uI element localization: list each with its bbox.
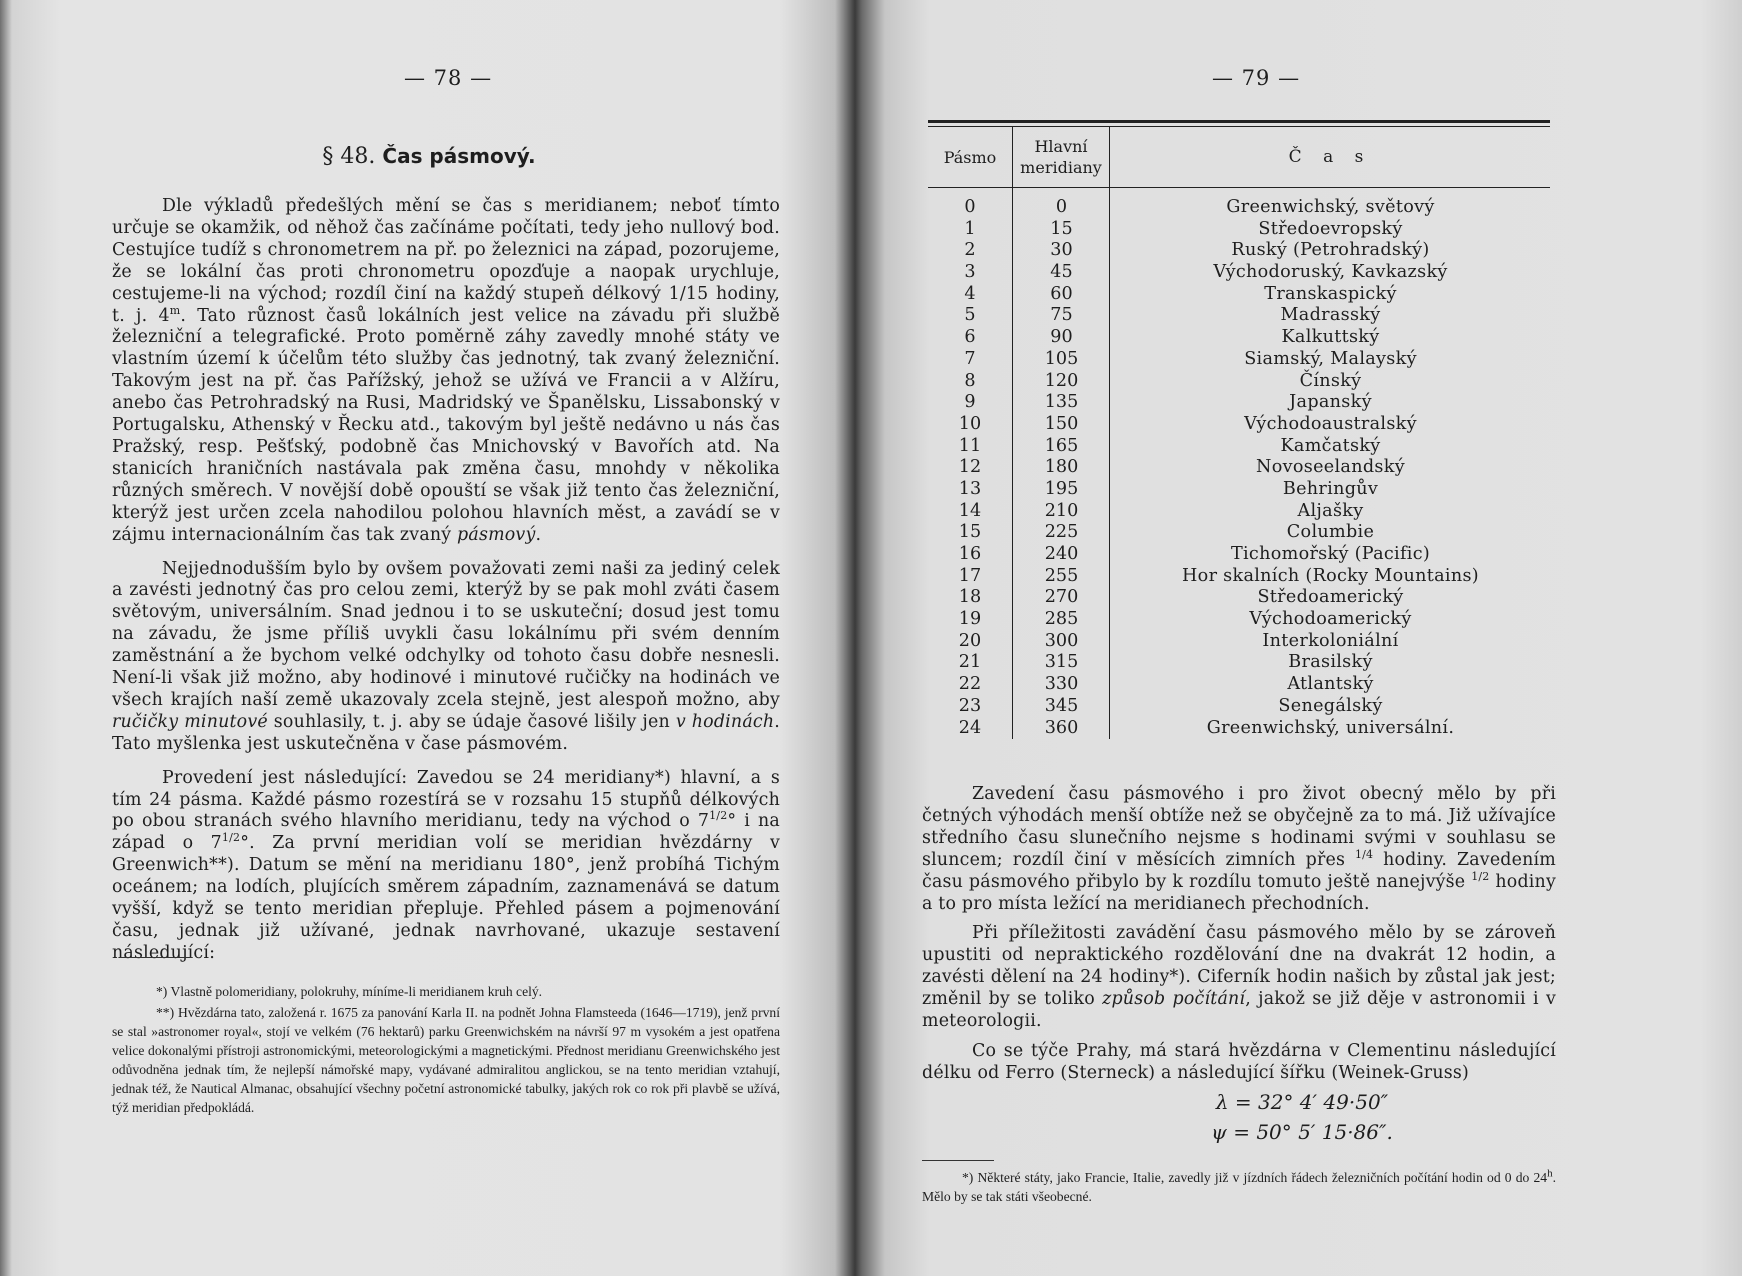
cell-meridian: 15 [1050, 218, 1073, 239]
fraction: 1/2 [221, 831, 241, 845]
footnote-2: **) Hvězdárna tato, založená r. 1675 za panování Karla II. na podnět Johna Flamsteeda (1646—1719), jenž první se stal »astronomer royal«, stojí ve velkém (76 hektarů) parku Greenwichském na návrší 97 m vysokém a jest opatřena velice dokonalými přístroji astronomickými, meteorologickými a magnetickými. Přednost meridianu Greenwichského jest odůvodněna jednak tím, že nejlepší námořské mapy, vydávané admiralitou anglickou, se na tento meridian vztahují, jednak též, že Nautical Almanac, obsahující všechny početní astronomické tabulky, jakých rok co rok při plavbě se užívá, týž meridian předpokládá. [112, 1005, 780, 1115]
cell-meridian: 285 [1044, 609, 1079, 630]
cell-time: Novoseelandský [1256, 457, 1405, 478]
table-row [928, 566, 1550, 588]
text-run: ° i na západ o 7 [112, 811, 780, 854]
table-row [928, 305, 1550, 327]
footnote [922, 1168, 1556, 1206]
cell-time: Čínský [1299, 370, 1362, 391]
cell-zone: 17 [958, 565, 982, 586]
cell-time: Kalkuttský [1281, 327, 1380, 348]
cell-zone: 7 [964, 348, 976, 369]
footnote-divider [120, 957, 192, 958]
cell-zone: 4 [964, 283, 976, 304]
page-number-right: — 79 — [1212, 66, 1301, 90]
cell-zone: 6 [964, 327, 976, 348]
text-run: Nejjednodušším bylo by ovšem považovati zemi naši za jediný celek a zavésti jednotný čas pro celou zemi, kterýž by se pak mohl zváti časem světovým, universálním. Snad jednou i to se uskuteční; dosud jest tomu na závadu, že jsme příliš uvykli času lokálnímu při svém denním zaměstnání a že bychom velké odchylky od tohoto času dobře nesnesli. Není-li však již možno, aby hodinové i minutové ručičky na hodinách ve všech krajích naší země ukazovaly zcela stejně, jest alespoň možno, aby [112, 558, 780, 710]
cell-meridian: 255 [1044, 565, 1079, 586]
paragraph-3: Co se týče Prahy, má stará hvězdárna v Clementinu následující délku od Ferro (Sterneck) a následující šířku (Weinek-Gruss) [922, 1040, 1556, 1083]
cell-meridian: 45 [1050, 262, 1073, 283]
cell-meridian: 315 [1044, 652, 1079, 673]
right-footnote [922, 1168, 1556, 1206]
cell-zone: 5 [964, 305, 976, 326]
table-row [928, 479, 1550, 501]
paragraph-2 [112, 559, 780, 756]
table-row [928, 414, 1550, 436]
right-body [922, 784, 1556, 1093]
cell-zone: 2 [964, 240, 976, 261]
cell-zone: 8 [964, 370, 976, 391]
cell-zone: 1 [964, 218, 976, 239]
formula-latitude: ψ = 50° 5′ 15·86″. [1211, 1120, 1393, 1144]
footnote-divider [922, 1160, 994, 1161]
text-run: °. Za první meridian volí se meridian hvězdárny v Greenwich**). Datum se mění na meridianu 180°, jenž probíhá Tichým oceánem; na lodích, plujících směrem západním, zaznamenává se datum vyšší, když se tento meridian přepluje. Přehled pásem a pojmenování času, jednak již užívané, jednak navrhované, ukazuje sestavení následující: [112, 833, 780, 963]
text-run: hodiny, t. j. 4 [112, 283, 780, 326]
table-row [928, 371, 1550, 393]
table-row [928, 501, 1550, 523]
fraction: 1/15 [668, 283, 709, 304]
cell-zone: 3 [964, 262, 976, 283]
cell-time: Východoaustralský [1244, 413, 1417, 434]
table-header [928, 127, 1550, 188]
table-row [928, 392, 1550, 414]
text-run: . Tato různost časů lokálních jest velice na závadu při službě železniční a telegrafické. Proto poměrně záhy zavedly mnohé státy ve vlastním území k účelům této služby čas jednotný, tak zvaný železniční. Takovým jest na př. čas Pařížský, jehož se užívá ve Francii a v Alžíru, anebo čas Petrohradský na Rusi, Madridský ve Španělsku, Lissabonský v Portugalsku, Athenský v Řecku atd., takovým byl ještě nedávno u nás čas Pražský, resp. Pešťský, podobně čas Mnichovský v Bavořích atd. Na stanicích hraničních nastávala pak změna času, mnohdy v několika různých směrech. V novější době opouští se však již tento čas železniční, kterýž jest určen zcela nahodilou polohou hlavních měst, a zavádí se v zájmu internacionálním čas tak zvaný [112, 305, 780, 545]
header-zone: Pásmo [943, 147, 997, 167]
left-page [0, 0, 858, 1276]
text-run: . Tato myšlenka jest uskutečněna v čase pásmovém. [112, 711, 780, 754]
cell-meridian: 345 [1044, 695, 1079, 716]
text-run: . Mělo by se tak státi všeobecné. [922, 1170, 1556, 1204]
cell-meridian: 135 [1044, 392, 1079, 413]
cell-meridian: 240 [1044, 544, 1079, 564]
cell-zone: 15 [958, 522, 982, 543]
cell-meridian: 330 [1044, 674, 1079, 695]
table-row [928, 652, 1550, 674]
header-meridian: Hlavní meridiany [1012, 127, 1110, 187]
table-row [928, 587, 1550, 609]
table-row [928, 327, 1550, 349]
table-body [928, 188, 1550, 739]
table-row [928, 718, 1550, 740]
table-row [928, 219, 1550, 241]
cell-time: Behringův [1282, 478, 1379, 499]
superscript: m [169, 303, 181, 317]
cell-time: Kamčatský [1280, 435, 1381, 456]
column-divider [1012, 188, 1013, 739]
table-row [928, 262, 1550, 284]
right-page [862, 0, 1742, 1276]
cell-zone: 23 [958, 695, 982, 716]
table-row [928, 436, 1550, 458]
table-row [928, 609, 1550, 631]
cell-time: Columbie [1286, 522, 1375, 543]
section-title: Čas pásmový. [382, 144, 536, 168]
emphasis: v hodinách [675, 711, 775, 732]
emphasis: ručičky minutové [112, 711, 268, 732]
table-row [928, 457, 1550, 479]
cell-time: Tichomořský (Pacific) [1230, 544, 1431, 564]
cell-time: Interkoloniální [1262, 630, 1399, 651]
cell-time: Atlantský [1287, 674, 1374, 695]
left-footnotes [112, 982, 780, 1119]
header-time: Č a s [1288, 146, 1372, 167]
cell-meridian: 90 [1050, 327, 1073, 348]
formula-longitude: λ = 32° 4′ 49·50″ [1215, 1090, 1389, 1114]
cell-meridian: 165 [1044, 435, 1079, 456]
table-row [928, 197, 1550, 219]
emphasis: pásmový [457, 524, 536, 545]
cell-time: Greenwichský, světový [1226, 197, 1435, 217]
cell-time: Madrasský [1280, 305, 1381, 326]
table-row [928, 674, 1550, 696]
cell-meridian: 210 [1044, 500, 1079, 521]
text-run: . [535, 524, 542, 545]
fraction: 1/2 [1471, 869, 1490, 883]
cell-time: Senegálský [1278, 695, 1383, 716]
table-row [928, 522, 1550, 544]
text-run: hodiny a to pro místa ležící na meridianech přechodních. [922, 871, 1556, 914]
cell-time: Středoevropský [1258, 218, 1403, 239]
table-row [928, 544, 1550, 566]
paragraph-2 [922, 923, 1556, 1033]
cell-meridian: 150 [1044, 413, 1079, 434]
text-run: Při příležitosti zavádění času pásmového mělo by se zároveň upustiti od nepraktického rozdělování dne na dvakrát 12 hodin, a zavésti dělení na 24 hodiny*). Ciferník hodin našich by zůstal jak jest; změnil by se toliko [922, 923, 1556, 1010]
section-heading [0, 144, 858, 169]
cell-zone: 0 [964, 197, 976, 217]
cell-meridian: 30 [1050, 240, 1073, 261]
cell-zone: 22 [958, 674, 982, 695]
cell-meridian: 60 [1050, 283, 1073, 304]
time-zone-table [928, 120, 1550, 739]
fraction: 1/4 [1354, 847, 1374, 861]
table-row [928, 240, 1550, 262]
cell-meridian: 300 [1044, 630, 1079, 651]
table-row [928, 284, 1550, 306]
table-row [928, 631, 1550, 653]
text-run: Zavedení času pásmového i pro život obecný mělo by při četných výhodách menší obtíže než se obyčejně za to má. Již užívajíce středního času slunečního nejsme s hodinami svými v souhlasu se sluncem; rozdíl činí v měsících zimních přes [922, 784, 1556, 870]
cell-time: Greenwichský, universální. [1206, 717, 1455, 738]
cell-zone: 13 [958, 478, 982, 499]
cell-meridian: 195 [1044, 478, 1079, 499]
section-number: § 48. [322, 144, 376, 169]
emphasis: způsob počítání [1102, 989, 1246, 1010]
table-top-rule [928, 120, 1550, 123]
column-divider [1109, 188, 1110, 739]
cell-zone: 14 [958, 500, 982, 521]
cell-time: Japanský [1289, 392, 1372, 413]
cell-time: Východoamerický [1249, 609, 1412, 630]
cell-meridian: 105 [1044, 348, 1079, 369]
paragraph-1 [922, 784, 1556, 915]
cell-meridian: 75 [1050, 305, 1073, 326]
cell-time: Transkaspický [1264, 283, 1397, 304]
paragraph-3 [112, 768, 780, 965]
cell-zone: 18 [958, 587, 982, 608]
cell-time: Hor skalních (Rocky Mountains) [1182, 565, 1479, 586]
cell-zone: 16 [958, 544, 982, 564]
footnote-1: *) Vlastně polomeridiany, polokruhy, míníme-li meridianem kruh celý. [156, 984, 543, 999]
table-row [928, 696, 1550, 718]
text-run: hodiny. Zavedením času pásmového přibylo by k rozdílu tomuto ještě nanejvýše [922, 849, 1556, 892]
cell-time: Středoamerický [1257, 587, 1404, 608]
paragraph-1 [112, 196, 780, 547]
text-run: Provedení jest následující: Zavedou se 24 meridiany*) hlavní, a s tím 24 pásma. Každé pásmo rozestírá se v rozsahu 15 stupňů délkových po obou stranách svého hlavního meridianu, tedy na východ o 7 [112, 767, 780, 832]
cell-meridian: 0 [1055, 197, 1068, 217]
cell-zone: 21 [958, 652, 982, 673]
cell-meridian: 180 [1044, 457, 1079, 478]
cell-meridian: 225 [1044, 522, 1079, 543]
cell-meridian: 270 [1044, 587, 1079, 608]
text-run: Dle výkladů předešlých mění se čas s meridianem; neboť tímto určuje se okamžik, od něhož čas začínáme počítati, tedy jeho nullový bod. Cestujíce tudíž s chronometrem na př. po železnici na západ, pozorujeme, že se lokální čas proti chronometru opozďuje a naopak urychluje, cestujeme-li na východ; rozdíl činí na každý stupeň délkový [112, 196, 780, 304]
text-run: , jakož se již děje v astronomii i v meteorologii. [922, 989, 1556, 1032]
superscript: h [1547, 1167, 1553, 1180]
cell-zone: 11 [958, 435, 982, 456]
cell-zone: 19 [958, 609, 982, 630]
text-run: souhlasily, t. j. aby se údaje časové lišily jen [267, 711, 676, 732]
fraction: 1/2 [709, 809, 728, 823]
cell-zone: 24 [958, 717, 982, 738]
left-body [112, 196, 780, 977]
cell-time: Ruský (Petrohradský) [1231, 240, 1430, 261]
text-run: *) Některé státy, jako Francie, Italie, zavedly již v jízdních řádech železničních počítání hodin od 0 do 24 [962, 1170, 1548, 1185]
cell-time: Aljašky [1297, 500, 1364, 521]
cell-zone: 9 [964, 392, 976, 413]
cell-time: Východoruský, Kavkazský [1213, 262, 1448, 283]
cell-zone: 10 [958, 413, 982, 434]
cell-zone: 12 [958, 457, 982, 478]
cell-time: Brasilský [1288, 652, 1373, 673]
cell-time: Siamský, Malayský [1244, 348, 1417, 369]
cell-meridian: 360 [1044, 717, 1079, 738]
cell-meridian: 120 [1044, 370, 1079, 391]
page-number-left: — 78 — [404, 66, 493, 90]
cell-zone: 20 [958, 630, 982, 651]
table-row [928, 349, 1550, 371]
